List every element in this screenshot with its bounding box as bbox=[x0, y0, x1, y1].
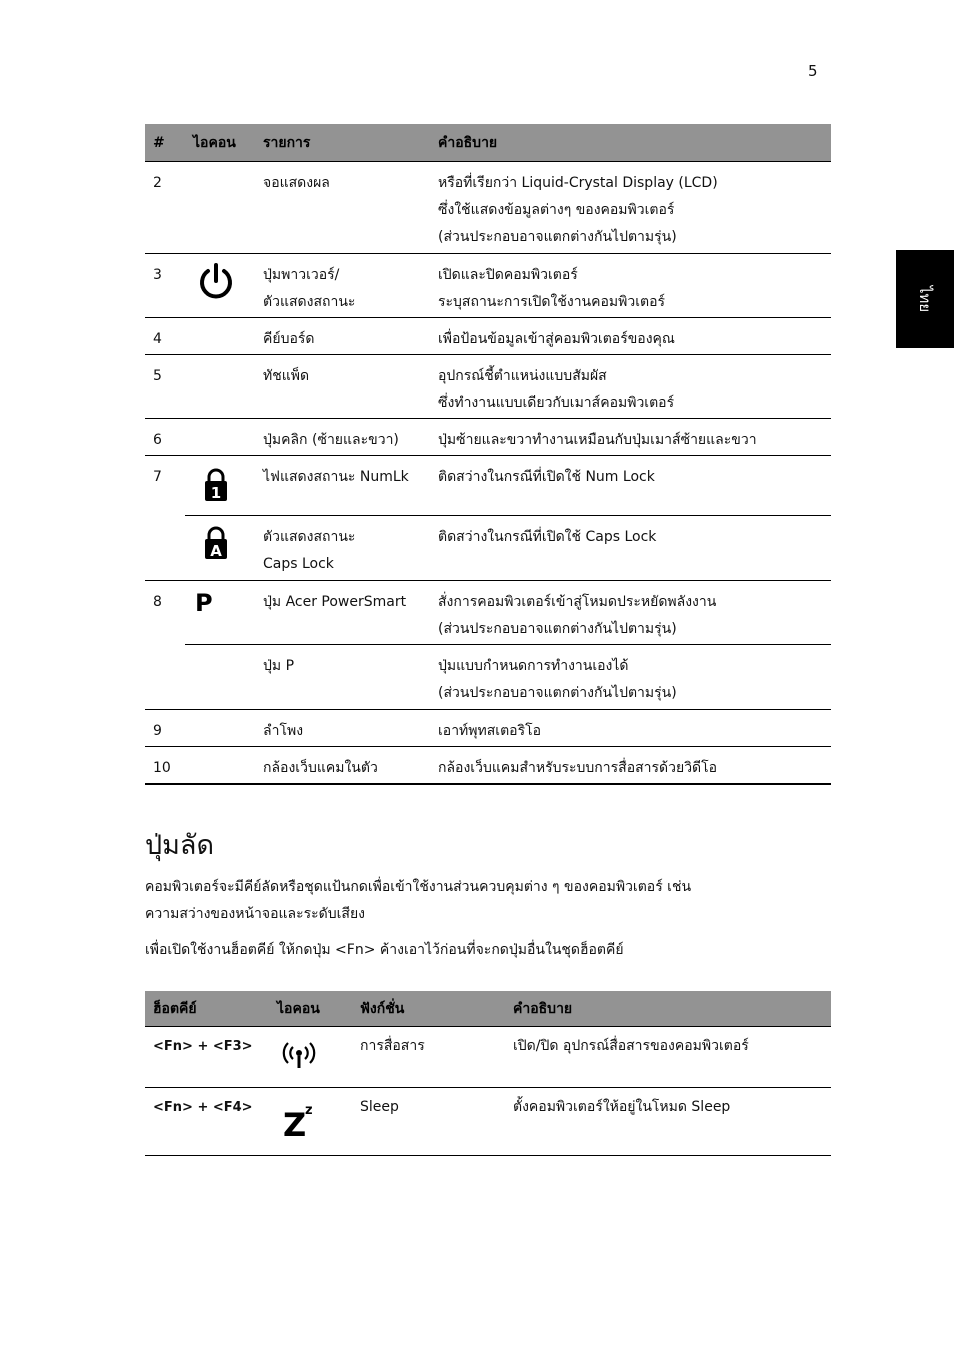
row-number bbox=[145, 516, 185, 581]
hotkey-function: การสื่อสาร bbox=[352, 1027, 505, 1088]
intro-line: ความสว่างของหน้าจอและระดับเสียง bbox=[145, 906, 366, 922]
row-icon bbox=[185, 581, 255, 645]
row-description bbox=[430, 645, 831, 710]
item-line: ตัวแสดงสถานะ bbox=[263, 529, 356, 545]
row-number: 10 bbox=[145, 747, 185, 784]
row-icon bbox=[185, 645, 255, 710]
row-item bbox=[255, 710, 430, 747]
item-line: จอแสดงผล bbox=[263, 175, 330, 191]
row-description bbox=[430, 419, 831, 456]
table-row bbox=[145, 1088, 831, 1156]
row-icon bbox=[269, 1088, 352, 1156]
header-icon: ไอคอน bbox=[269, 991, 352, 1027]
wireless-icon bbox=[279, 1041, 319, 1071]
sleep-icon bbox=[281, 1100, 321, 1140]
desc-line: (ส่วนประกอบอาจแตกต่างกันไปตามรุ่น) bbox=[438, 621, 677, 637]
row-number: 2 bbox=[145, 162, 185, 254]
row-item bbox=[255, 581, 430, 645]
desc-line: ติดสว่างในกรณีที่เปิดใช้ Num Lock bbox=[438, 469, 655, 485]
desc-line: เปิดและปิดคอมพิวเตอร์ bbox=[438, 267, 578, 283]
table-row bbox=[145, 355, 831, 419]
desc-line: ปุ่มแบบกำหนดการทำงานเองได้ bbox=[438, 658, 629, 674]
page-number: 5 bbox=[808, 62, 818, 80]
hotkey-table bbox=[145, 991, 831, 1156]
row-icon bbox=[185, 355, 255, 419]
row-number: 3 bbox=[145, 254, 185, 318]
row-item bbox=[255, 419, 430, 456]
desc-line: กล้องเว็บแคมสำหรับระบบการสื่อสารด้วยวิดีโอ bbox=[438, 760, 718, 776]
item-line: ปุ่มคลิก (ซ้ายและขวา) bbox=[263, 432, 399, 448]
svg-text:A: A bbox=[210, 542, 222, 560]
hotkey-combo: <Fn> + <F3> bbox=[145, 1027, 269, 1088]
row-number: 9 bbox=[145, 710, 185, 747]
row-icon bbox=[185, 254, 255, 318]
language-tab bbox=[896, 250, 954, 348]
num-lock-icon bbox=[201, 468, 231, 502]
row-item bbox=[255, 254, 430, 318]
table-row bbox=[145, 516, 831, 581]
desc-line: ซึ่งใช้แสดงข้อมูลต่างๆ ของคอมพิวเตอร์ bbox=[438, 202, 675, 218]
section-title: ปุ่มลัด bbox=[145, 830, 215, 861]
item-line: Caps Lock bbox=[263, 556, 334, 572]
row-icon bbox=[185, 419, 255, 456]
item-line: ปุ่ม P bbox=[263, 658, 295, 674]
desc-line: ซึ่งทำงานแบบเดียวกับเมาส์คอมพิวเตอร์ bbox=[438, 395, 675, 411]
table-row bbox=[145, 747, 831, 784]
power-icon bbox=[196, 262, 236, 302]
table-row bbox=[145, 645, 831, 710]
desc-line: เอาท์พุทสเตอริโอ bbox=[438, 723, 542, 739]
item-line: ทัชแพ็ด bbox=[263, 368, 310, 384]
header-description: คำอธิบาย bbox=[430, 124, 831, 162]
row-number: 6 bbox=[145, 419, 185, 456]
item-line: คีย์บอร์ด bbox=[263, 331, 315, 347]
intro-line: คอมพิวเตอร์จะมีคีย์ลัดหรือชุดแป้นกดเพื่อเข้าใช้งานส่วนควบคุมต่าง ๆ ของคอมพิวเตอร์ เช่น bbox=[145, 879, 692, 895]
row-description bbox=[430, 254, 831, 318]
row-description bbox=[430, 318, 831, 355]
row-item bbox=[255, 456, 430, 516]
row-icon bbox=[185, 318, 255, 355]
table-row bbox=[145, 1027, 831, 1088]
table-row bbox=[145, 710, 831, 747]
item-line: ไฟแสดงสถานะ NumLk bbox=[263, 469, 409, 485]
caps-lock-icon bbox=[201, 526, 231, 560]
row-number: 4 bbox=[145, 318, 185, 355]
header-icon: ไอคอน bbox=[185, 124, 255, 162]
intro-paragraph bbox=[145, 874, 835, 928]
row-icon bbox=[185, 456, 255, 516]
header-num: # bbox=[145, 124, 185, 162]
table-row bbox=[145, 581, 831, 645]
hotkey-combo: <Fn> + <F4> bbox=[145, 1088, 269, 1156]
desc-line: อุปกรณ์ชี้ตำแหน่งแบบสัมผัส bbox=[438, 368, 607, 384]
desc-line: ติดสว่างในกรณีที่เปิดใช้ Caps Lock bbox=[438, 529, 657, 545]
row-item bbox=[255, 162, 430, 254]
table-row bbox=[145, 318, 831, 355]
table-row bbox=[145, 162, 831, 254]
language-tab-label: ไทย bbox=[916, 285, 934, 313]
hotkey-function: Sleep bbox=[352, 1088, 505, 1156]
desc-line: ระบุสถานะการเปิดใช้งานคอมพิวเตอร์ bbox=[438, 294, 666, 310]
row-icon bbox=[185, 162, 255, 254]
desc-line: เพื่อป้อนข้อมูลเข้าสู่คอมพิวเตอร์ของคุณ bbox=[438, 331, 675, 347]
row-description bbox=[430, 710, 831, 747]
row-item bbox=[255, 747, 430, 784]
table-row bbox=[145, 254, 831, 318]
row-icon bbox=[185, 747, 255, 784]
component-table-header bbox=[145, 124, 831, 162]
row-description bbox=[430, 355, 831, 419]
row-item bbox=[255, 516, 430, 581]
row-item bbox=[255, 645, 430, 710]
item-line: ปุ่ม Acer PowerSmart bbox=[263, 594, 407, 610]
p-icon bbox=[193, 589, 217, 615]
row-description bbox=[430, 747, 831, 784]
desc-line: หรือที่เรียกว่า Liquid-Crystal Display (LCD) bbox=[438, 175, 718, 191]
item-line: ตัวแสดงสถานะ bbox=[263, 294, 356, 310]
desc-line: สั่งการคอมพิวเตอร์เข้าสู่โหมดประหยัดพลังงาน bbox=[438, 594, 717, 610]
row-description bbox=[430, 456, 831, 516]
desc-line: (ส่วนประกอบอาจแตกต่างกันไปตามรุ่น) bbox=[438, 229, 677, 245]
row-icon bbox=[185, 516, 255, 581]
svg-text:P: P bbox=[195, 589, 213, 615]
row-item bbox=[255, 318, 430, 355]
instruction-paragraph: เพื่อเปิดใช้งานฮ็อตคีย์ ให้กดปุ่ม <Fn> ค้างเอาไว้ก่อนที่จะกดปุ่มอื่นในชุดฮ็อตคีย์ bbox=[145, 942, 624, 958]
row-number: 5 bbox=[145, 355, 185, 419]
row-number: 7 bbox=[153, 469, 162, 485]
row-number bbox=[145, 645, 185, 710]
header-function: ฟังก์ชั่น bbox=[352, 991, 505, 1027]
desc-line: (ส่วนประกอบอาจแตกต่างกันไปตามรุ่น) bbox=[438, 685, 677, 701]
row-icon bbox=[269, 1027, 352, 1088]
hotkey-description: เปิด/ปิด อุปกรณ์สื่อสารของคอมพิวเตอร์ bbox=[505, 1027, 831, 1088]
hotkey-table-header bbox=[145, 991, 831, 1027]
row-icon bbox=[185, 710, 255, 747]
svg-text:Z: Z bbox=[283, 1106, 307, 1140]
item-line: ลำโพง bbox=[263, 723, 304, 739]
table-row bbox=[145, 456, 831, 516]
header-item: รายการ bbox=[255, 124, 430, 162]
row-description bbox=[430, 581, 831, 645]
table-row bbox=[145, 419, 831, 456]
desc-line: ปุ่มซ้ายและขวาทำงานเหมือนกับปุ่มเมาส์ซ้ายและขวา bbox=[438, 432, 757, 448]
header-description: คำอธิบาย bbox=[505, 991, 831, 1027]
item-line: ปุ่มพาวเวอร์/ bbox=[263, 267, 340, 283]
row-description bbox=[430, 516, 831, 581]
item-line: กล้องเว็บแคมในตัว bbox=[263, 760, 378, 776]
hotkey-description: ตั้งคอมพิวเตอร์ให้อยู่ในโหมด Sleep bbox=[505, 1088, 831, 1156]
svg-text:z: z bbox=[305, 1103, 313, 1118]
row-item bbox=[255, 355, 430, 419]
row-number: 8 bbox=[153, 594, 162, 610]
row-description bbox=[430, 162, 831, 254]
component-table bbox=[145, 124, 831, 785]
header-hotkey: ฮ็อตคีย์ bbox=[145, 991, 269, 1027]
svg-text:1: 1 bbox=[210, 484, 222, 502]
